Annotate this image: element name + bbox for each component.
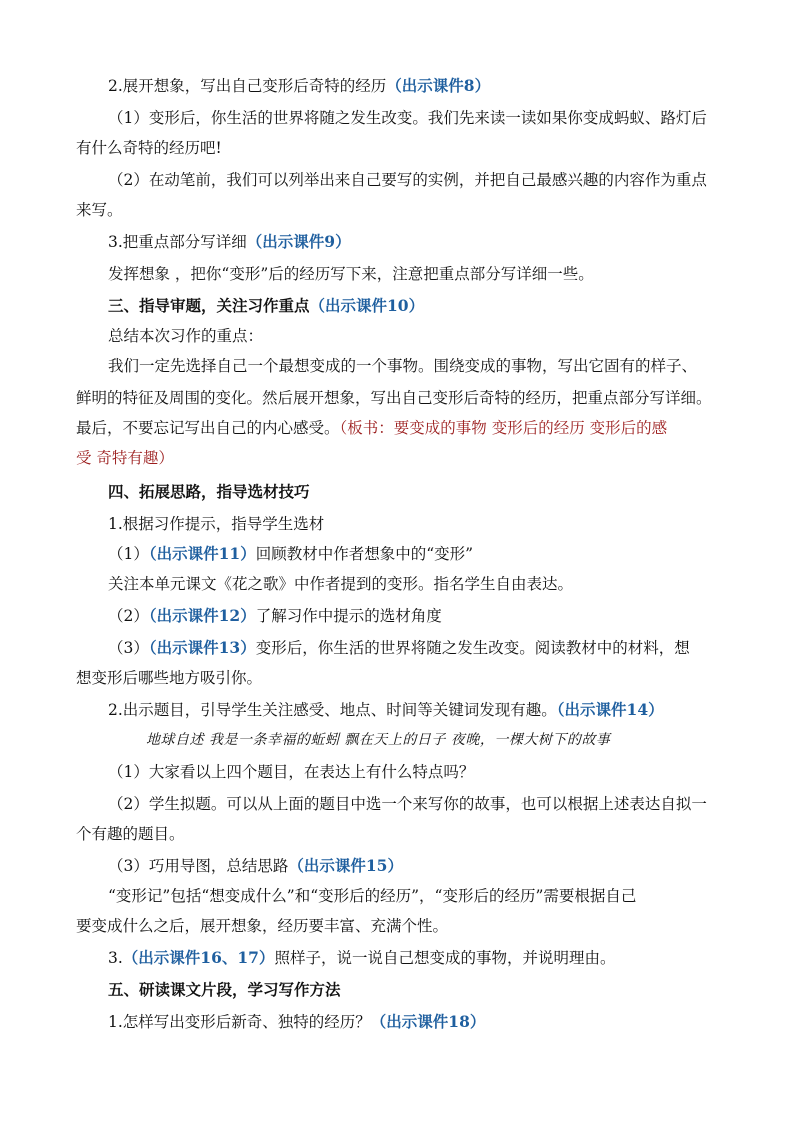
paragraph-line	[108, 1012, 720, 1032]
paragraph-line: 我们一定先选择自己一个最想变成的一个事物。围绕变成的事物，写出它固有的样子、	[108, 357, 698, 375]
section-heading	[108, 296, 720, 316]
paragraph-line: 想变形后哪些地方吸引你。	[76, 669, 263, 687]
paragraph-line: 要变成什么之后，展开想象，经历要丰富、充满个性。	[76, 917, 449, 935]
courseware-ref: （出示课件9）	[246, 232, 351, 251]
item-number: （2）	[108, 607, 149, 625]
item-number: （1）	[108, 545, 149, 563]
item-number: 3.	[108, 949, 123, 967]
paragraph-line: 关注本单元课文《花之歌》中作者提到的变形。指名学生自由表达。	[108, 575, 574, 593]
paragraph-line	[108, 606, 720, 626]
section-heading: 四、拓展思路，指导选材技巧	[108, 482, 310, 501]
paragraph-text: 回顾教材中作者想象中的“变形”	[255, 545, 474, 563]
paragraph-line: 个有趣的题目。	[76, 825, 185, 843]
paragraph-line: 发挥想象 ，把你“变形”后的经历写下来，注意把重点部分写详细一些。	[108, 265, 594, 283]
courseware-ref: （出示课件11）	[148, 544, 256, 563]
courseware-ref: （出示课件12）	[148, 606, 256, 625]
paragraph-line: “变形记”包括“想变成什么”和“变形后的经历”，“变形后的经历”需要根据自己	[108, 887, 637, 905]
blackboard-note: （板书：要变成的事物 变形后的经历 变形后的感	[339, 419, 668, 437]
courseware-ref: （出示课件15）	[288, 856, 403, 875]
item-number: （3）	[108, 639, 149, 657]
paragraph-line: 有什么奇特的经历吧!	[76, 139, 222, 157]
paragraph-text: 1.怎样写出变形后新奇、独特的经历？	[108, 1013, 371, 1031]
paragraph-line	[108, 856, 720, 876]
paragraph-line: （2）学生拟题。可以从上面的题目中选一个来写你的故事，也可以根据上述表达自拟一	[108, 795, 707, 813]
paragraph-line: 来写。	[76, 201, 123, 219]
paragraph-text: （3）巧用导图，总结思路	[108, 857, 289, 875]
section-heading	[108, 232, 720, 252]
heading-text: 2.展开想象，写出自己变形后奇特的经历	[108, 77, 387, 95]
heading-text: 三、指导审题，关注习作重点	[108, 296, 310, 315]
section-heading: 五、研读课文片段，学习写作方法	[108, 980, 341, 999]
paragraph-line: 鲜明的特征及周围的变化。然后展开想象，写出自己变形后奇特的经历，把重点部分写详细。	[76, 389, 712, 407]
heading-text: 3.把重点部分写详细	[108, 233, 247, 251]
paragraph-line	[76, 418, 688, 438]
paragraph-line	[108, 638, 720, 658]
blackboard-note: 受 奇特有趣）	[76, 449, 174, 467]
paragraph-text: 2.出示题目，引导学生关注感受、地点、时间等关键词发现有趣。	[108, 701, 557, 719]
paragraph-text: 变形后，你生活的世界将随之发生改变。阅读教材中的材料，想	[255, 639, 690, 657]
courseware-ref: （出示课件18）	[370, 1012, 486, 1031]
sample-titles: 地球自述 我是一条幸福的蚯蚓 飘在天上的日子 夜晚，一棵大树下的故事	[146, 732, 611, 748]
courseware-ref: （出示课件13）	[148, 638, 256, 657]
paragraph-text: 最后，不要忘记写出自己的内心感受。	[76, 419, 340, 437]
paragraph-text: 了解习作中提示的选材角度	[255, 607, 442, 625]
courseware-ref: （出示课件8）	[386, 76, 491, 95]
section-heading	[108, 76, 720, 96]
courseware-ref: （出示课件14）	[556, 700, 664, 719]
paragraph-line: 1.根据习作提示，指导学生选材	[108, 515, 325, 533]
courseware-ref: （出示课件10）	[309, 296, 425, 315]
paragraph-line	[108, 700, 720, 720]
courseware-ref: （出示课件16、17）	[122, 948, 275, 967]
paragraph-line: 总结本次习作的重点：	[108, 327, 264, 345]
paragraph-line	[108, 544, 720, 564]
paragraph-line	[108, 948, 720, 968]
paragraph-line: （1）大家看以上四个题目，在表达上有什么特点吗？	[108, 763, 475, 781]
paragraph-line: （2）在动笔前，我们可以列举出来自己要写的实例，并把自己最感兴趣的内容作为重点	[108, 171, 707, 189]
paragraph-line: （1）变形后，你生活的世界将随之发生改变。我们先来读一读如果你变成蚂蚁、路灯后	[108, 109, 707, 127]
paragraph-text: 照样子，说一说自己想变成的事物，并说明理由。	[274, 949, 616, 967]
